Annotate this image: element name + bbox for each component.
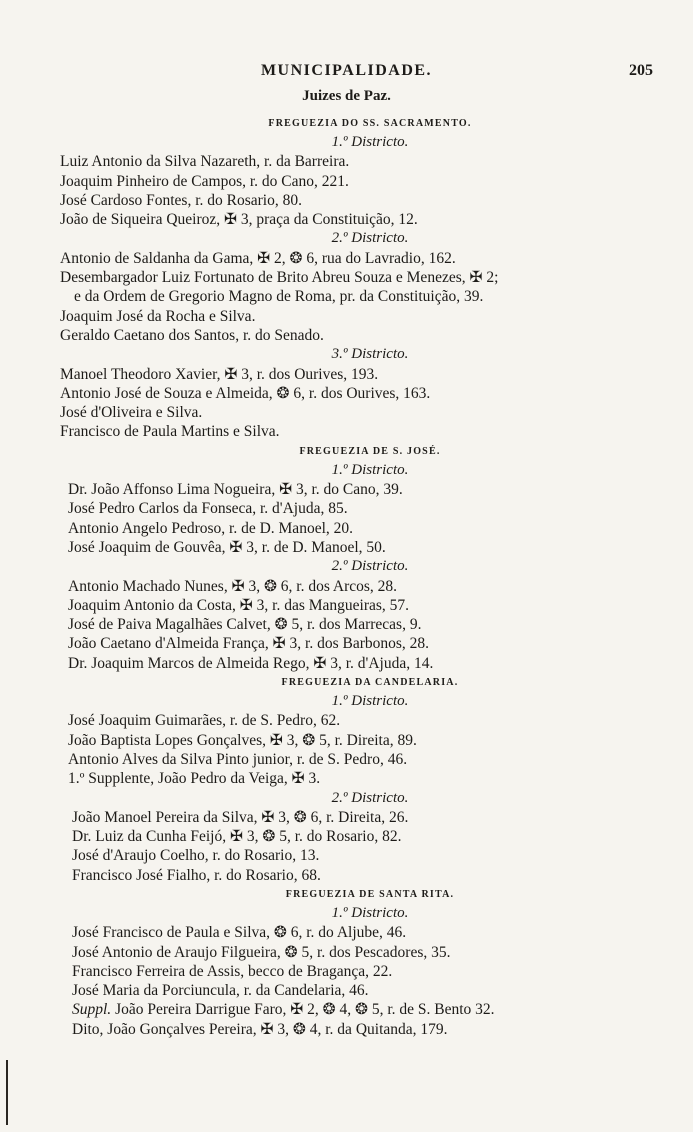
page-edge-mark bbox=[6, 1060, 8, 1125]
entry-line bbox=[60, 480, 680, 499]
entry-line bbox=[60, 538, 680, 557]
entry-line bbox=[60, 846, 680, 865]
entry-line bbox=[60, 962, 680, 981]
entry-line bbox=[60, 577, 680, 596]
entry-text: João de Siqueira Queiroz, ✠ 3, praça da Constituição, 12. bbox=[60, 211, 418, 229]
entry-text: José Maria da Porciuncula, r. da Candelaria, 46. bbox=[72, 982, 369, 1000]
entry-text: Dito, João Gonçalves Pereira, ✠ 3, ❂ 4, r. da Quitanda, 179. bbox=[72, 1020, 448, 1038]
entry-line bbox=[60, 866, 680, 885]
entry-line bbox=[60, 981, 680, 1000]
entry-text: José Joaquim de Gouvêa, ✠ 3, r. de D. Manoel, 50. bbox=[68, 538, 386, 556]
entry-line bbox=[60, 596, 680, 615]
entry-line bbox=[60, 191, 680, 210]
district-heading bbox=[60, 461, 680, 480]
entry-text: Luiz Antonio da Silva Nazareth, r. da Barreira. bbox=[60, 153, 350, 171]
entry-continuation bbox=[60, 287, 680, 306]
entry-text: Antonio de Saldanha da Gama, ✠ 2, ❂ 6, rua do Lavradio, 162. bbox=[60, 249, 456, 267]
entry-text: José Pedro Carlos da Fonseca, r. d'Ajuda, 85. bbox=[68, 500, 348, 518]
entry-text: 2.º Districto. bbox=[331, 558, 409, 575]
entry-text: Francisco José Fialho, r. do Rosario, 68. bbox=[72, 866, 321, 884]
entry-line bbox=[60, 403, 680, 422]
entry-line bbox=[60, 499, 680, 518]
entry-text: Joaquim José da Rocha e Silva. bbox=[60, 307, 256, 325]
entry-text: Dr. Luiz da Cunha Feijó, ✠ 3, ❂ 5, r. do Rosario, 82. bbox=[72, 828, 402, 846]
entry-text: 2.º Districto. bbox=[331, 230, 409, 247]
entry-text: João Pereira Darrigue Faro, ✠ 2, ❂ 4, ❂ 5, r. de S. Bento 32. bbox=[111, 1001, 495, 1019]
entry-text: Geraldo Caetano dos Santos, r. do Senado. bbox=[60, 326, 324, 344]
entry-line bbox=[60, 307, 680, 326]
parish-heading bbox=[60, 114, 680, 133]
entry-text: José Antonio de Araujo Filgueira, ❂ 5, r. dos Pescadores, 35. bbox=[72, 943, 451, 961]
entry-text: e da Ordem de Gregorio Magno de Roma, pr. da Constituição, 39. bbox=[74, 288, 484, 306]
entry-line bbox=[60, 422, 680, 441]
entry-text: FREGUEZIA DA CANDELARIA. bbox=[281, 677, 459, 689]
entry-text: Joaquim Pinheiro de Campos, r. do Cano, 221. bbox=[60, 172, 349, 190]
entry-text: José Cardoso Fontes, r. do Rosario, 80. bbox=[60, 191, 302, 209]
entry-text: FREGUEZIA DE S. JOSÉ. bbox=[299, 445, 441, 457]
page-number: 205 bbox=[629, 62, 653, 79]
district-heading bbox=[60, 904, 680, 923]
entry-text: 1.º Districto. bbox=[331, 461, 409, 478]
district-heading bbox=[60, 692, 680, 711]
entry-text: Dr. Joaquim Marcos de Almeida Rego, ✠ 3, r. d'Ajuda, 14. bbox=[68, 654, 434, 672]
page-title: MUNICIPALIDADE. bbox=[260, 62, 433, 79]
entry-line bbox=[60, 634, 680, 653]
district-heading bbox=[60, 345, 680, 364]
entry-line bbox=[60, 654, 680, 673]
entry-text: João Caetano d'Almeida França, ✠ 3, r. dos Barbonos, 28. bbox=[68, 635, 430, 653]
entry-line bbox=[60, 249, 680, 268]
entry-text: 1.º Districto. bbox=[331, 134, 409, 150]
entry-text: Antonio José de Souza e Almeida, ❂ 6, r. dos Ourives, 163. bbox=[60, 384, 431, 402]
entry-line bbox=[60, 769, 680, 788]
entry-text: Desembargador Luiz Fortunato de Brito Abreu Souza e Menezes, ✠ 2; bbox=[60, 269, 499, 287]
entry-line bbox=[60, 808, 680, 827]
entry-line bbox=[60, 268, 680, 287]
parish-heading bbox=[60, 442, 680, 461]
entry-prefix: Suppl. bbox=[72, 1001, 112, 1019]
parish-heading bbox=[60, 673, 680, 692]
entry-line bbox=[60, 943, 680, 962]
entry-text: Antonio Alves da Silva Pinto junior, r. de S. Pedro, 46. bbox=[68, 750, 408, 768]
entry-line bbox=[60, 210, 680, 229]
district-heading bbox=[60, 789, 680, 808]
entry-text: José Francisco de Paula e Silva, ❂ 6, r. do Aljube, 46. bbox=[72, 924, 407, 942]
entry-line bbox=[60, 711, 680, 730]
entry-text: FREGUEZIA DE SANTA RITA. bbox=[285, 888, 455, 900]
entry-text: José de Paiva Magalhães Calvet, ❂ 5, r. dos Marrecas, 9. bbox=[68, 616, 422, 634]
entry-line bbox=[60, 519, 680, 538]
entry-text: 1.º Districto. bbox=[331, 693, 409, 710]
entry-text: Dr. João Affonso Lima Nogueira, ✠ 3, r. do Cano, 39. bbox=[68, 481, 403, 499]
entry-text: Antonio Angelo Pedroso, r. de D. Manoel, 20. bbox=[68, 519, 354, 537]
entry-line bbox=[60, 384, 680, 403]
entry-line bbox=[60, 827, 680, 846]
entry-text: Joaquim Antonio da Costa, ✠ 3, r. das Mangueiras, 57. bbox=[68, 596, 410, 614]
entry-text: José d'Oliveira e Silva. bbox=[60, 404, 203, 422]
entry-line bbox=[60, 172, 680, 191]
entry-text: 1.º Supplente, João Pedro da Veiga, ✠ 3. bbox=[68, 770, 321, 788]
entry-line bbox=[60, 326, 680, 345]
entry-text: Antonio Machado Nunes, ✠ 3, ❂ 6, r. dos Arcos, 28. bbox=[68, 577, 398, 595]
entry-line bbox=[60, 152, 680, 171]
entry-line bbox=[60, 923, 680, 942]
entry-line bbox=[60, 1020, 680, 1039]
entry-text: João Manoel Pereira da Silva, ✠ 3, ❂ 6, r. Direita, 26. bbox=[72, 808, 409, 826]
entry-text: José Joaquim Guimarães, r. de S. Pedro, 62. bbox=[68, 712, 341, 730]
entry-line bbox=[60, 1000, 680, 1019]
entry-line bbox=[60, 365, 680, 384]
district-heading bbox=[60, 133, 680, 152]
entry-text: José d'Araujo Coelho, r. do Rosario, 13. bbox=[72, 847, 320, 865]
district-heading bbox=[60, 557, 680, 576]
entry-text: Manoel Theodoro Xavier, ✠ 3, r. dos Ourives, 193. bbox=[60, 365, 379, 383]
entry-text: Francisco de Paula Martins e Silva. bbox=[60, 423, 280, 441]
section-title: Juizes de Paz. bbox=[302, 88, 391, 104]
entry-text: 1.º Districto. bbox=[331, 904, 409, 921]
running-head bbox=[0, 62, 693, 84]
entry-line bbox=[60, 731, 680, 750]
district-heading bbox=[60, 229, 680, 248]
parish-heading bbox=[60, 885, 680, 904]
entry-text: FREGUEZIA DO SS. SACRAMENTO. bbox=[268, 118, 472, 129]
entry-text: 3.º Districto. bbox=[331, 346, 409, 363]
directory-list bbox=[60, 114, 680, 1039]
entry-line bbox=[60, 615, 680, 634]
entry-text: João Baptista Lopes Gonçalves, ✠ 3, ❂ 5, r. Direita, 89. bbox=[68, 731, 417, 749]
entry-line bbox=[60, 750, 680, 769]
entry-text: Francisco Ferreira de Assis, becco de Bragança, 22. bbox=[72, 962, 393, 980]
entry-text: 2.º Districto. bbox=[331, 789, 409, 806]
